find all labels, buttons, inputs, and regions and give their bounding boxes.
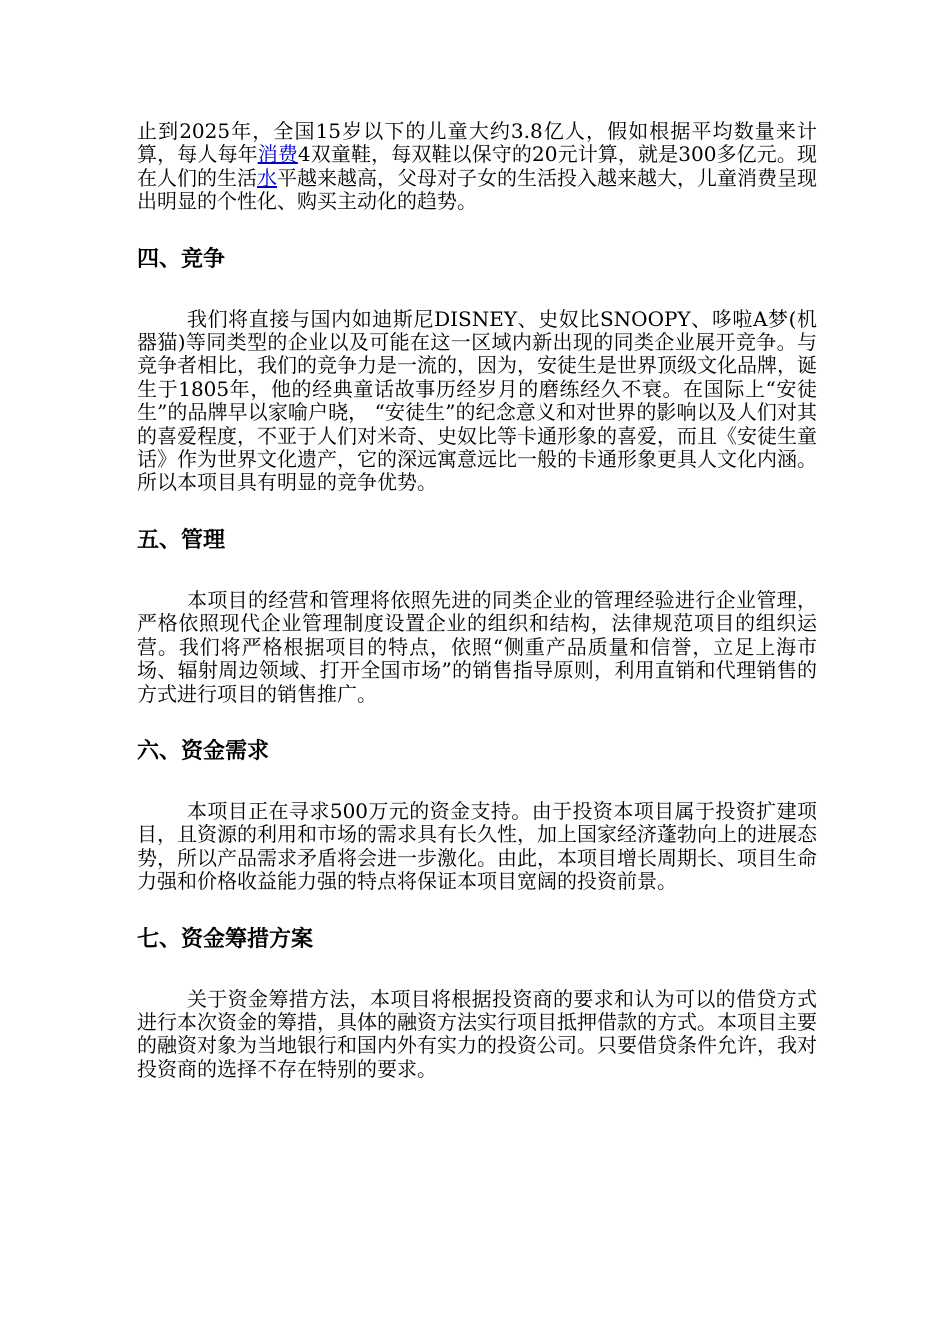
- section-body-funding-needs: 本项目正在寻求500万元的资金支持。由于投资本项目属于投资扩建项目，且资源的利用和市场的需求具有长久性，加上国家经济蓬勃向上的进展态势，所以产品需求矛盾将会进一步激化。由此，本项目增长周期长、项目生命力强和价格收益能力强的特点将保证本项目宽阔的投资前景。: [137, 798, 817, 894]
- link-consumption[interactable]: 消费: [257, 142, 298, 167]
- section-heading-fundraising-plan: 七、资金筹措方案: [137, 926, 314, 952]
- intro-paragraph: [137, 120, 817, 214]
- section-body-competition: 我们将直接与国内如迪斯尼DISNEY、史奴比SNOOPY、哆啦A梦(机器猫)等同类型的企业以及可能在这一区域内新出现的同类企业展开竞争。与竞争者相比，我们的竞争力是一流的，因为，安徒生是世界顶级文化品牌，诞生于1805年，他的经典童话故事历经岁月的磨练经久不衰。在国际上“安徒生”的品牌早以家喻户晓， “安徒生”的纪念意义和对世界的影响以及人们对其的喜爱程度，不亚于人们对米奇、史奴比等卡通形象的喜爱，而且《安徒生童话》作为世界文化遗产，它的深远寓意远比一般的卡通形象更具人文化内涵。所以本项目具有明显的竞争优势。: [137, 306, 817, 495]
- document-page: [137, 120, 817, 1081]
- intro-text-2: 4双童鞋，每双鞋以保守的20元计算，就是300多亿元。现在人们的生活: [137, 142, 817, 190]
- section-heading-funding-needs: 六、资金需求: [137, 738, 270, 764]
- section-body-fundraising-plan: 关于资金筹措方法，本项目将根据投资商的要求和认为可以的借贷方式进行本次资金的筹措，具体的融资方法实行项目抵押借款的方式。本项目主要的融资对象为当地银行和国内外有实力的投资公司。只要借贷条件允许，我对投资商的选择不存在特别的要求。: [137, 986, 817, 1081]
- intro-text-3: 平越来越高，父母对子女的生活投入越来越大，儿童消费呈现出明显的个性化、购买主动化的趋势。: [137, 165, 817, 214]
- section-heading-competition: 四、竞争: [137, 246, 226, 272]
- section-heading-management: 五、管理: [137, 527, 226, 553]
- section-body-management: 本项目的经营和管理将依照先进的同类企业的管理经验进行企业管理，严格依照现代企业管理制度设置企业的组织和结构，法律规范项目的组织运营。我们将严格根据项目的特点，依照“侧重产品质量和信誉，立足上海市场、辐射周边领域、打开全国市场”的销售指导原则，利用直销和代理销售的方式进行项目的销售推广。: [137, 587, 817, 706]
- link-water[interactable]: 水: [257, 165, 277, 190]
- intro-text-1: 止到2025年，全国15岁以下的儿童大约3.8亿人，假如根据平均数量来计算，每人每年: [137, 119, 817, 167]
